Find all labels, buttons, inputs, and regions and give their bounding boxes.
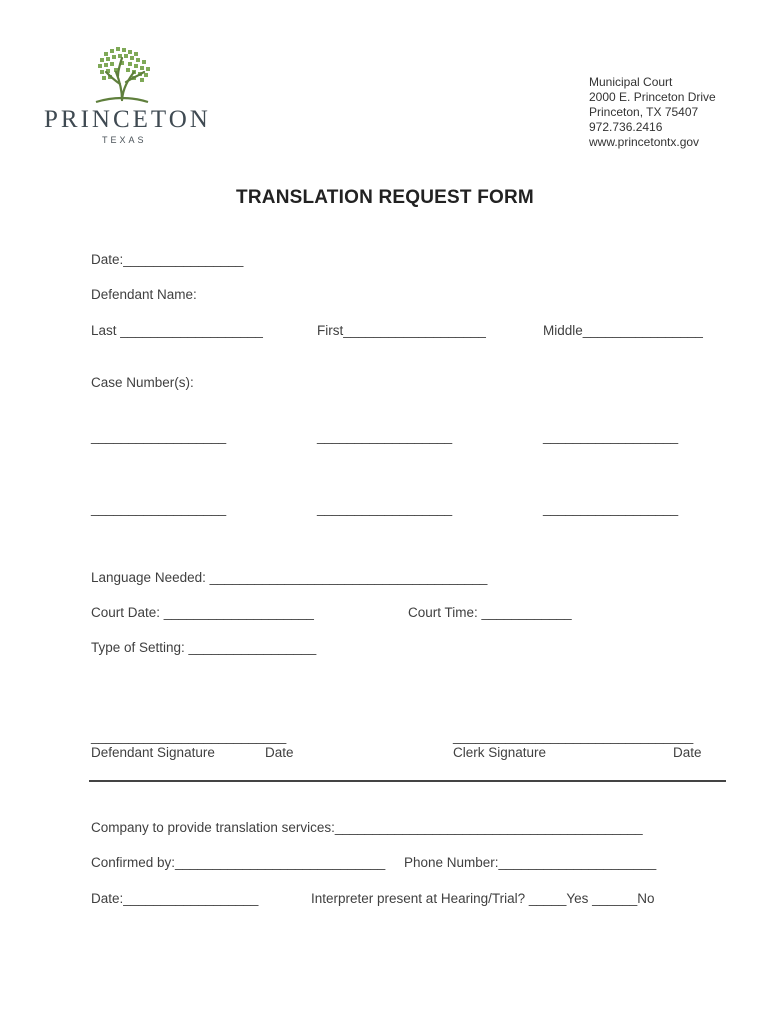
- last-name-field[interactable]: Last ___________________: [91, 323, 263, 338]
- defendant-signature-label: Defendant Signature: [91, 745, 215, 760]
- form-title: TRANSLATION REQUEST FORM: [236, 187, 534, 208]
- date-field[interactable]: Date:________________: [91, 252, 244, 267]
- interpreter-present-field[interactable]: Interpreter present at Hearing/Trial? _____Yes ______No: [311, 891, 655, 906]
- language-needed-field[interactable]: Language Needed: _____________________________________: [91, 570, 488, 585]
- case-numbers-label: Case Number(s):: [91, 375, 194, 390]
- case-number-field-2[interactable]: __________________: [317, 429, 453, 444]
- court-city: Princeton, TX 75407: [589, 105, 699, 119]
- case-number-field-3[interactable]: __________________: [543, 429, 679, 444]
- court-date-field[interactable]: Court Date: ____________________: [91, 605, 314, 620]
- defendant-signature-line[interactable]: __________________________: [91, 729, 287, 744]
- case-number-field-1[interactable]: __________________: [91, 429, 227, 444]
- logo-subtitle: TEXAS: [102, 135, 147, 145]
- defendant-signature-date-label: Date: [265, 745, 294, 760]
- court-name: Municipal Court: [589, 75, 673, 89]
- case-number-field-5[interactable]: __________________: [317, 501, 453, 516]
- type-of-setting-field[interactable]: Type of Setting: _________________: [91, 640, 317, 655]
- clerk-signature-date-label: Date: [673, 745, 702, 760]
- clerk-signature-line[interactable]: ________________________________: [453, 729, 694, 744]
- confirmed-by-field[interactable]: Confirmed by:____________________________: [91, 855, 386, 870]
- case-number-field-6[interactable]: __________________: [543, 501, 679, 516]
- translation-company-field[interactable]: Company to provide translation services:_________________________________________: [91, 820, 643, 835]
- court-address-block: [589, 75, 716, 150]
- court-time-field[interactable]: Court Time: ____________: [408, 605, 572, 620]
- middle-name-field[interactable]: Middle________________: [543, 323, 703, 338]
- bottom-date-field[interactable]: Date:__________________: [91, 891, 259, 906]
- case-number-field-4[interactable]: __________________: [91, 501, 227, 516]
- court-phone: 972.736.2416: [589, 120, 663, 134]
- clerk-signature-label: Clerk Signature: [453, 745, 547, 760]
- defendant-name-label: Defendant Name:: [91, 287, 197, 302]
- section-divider: [89, 780, 726, 782]
- court-website: www.princetontx.gov: [589, 135, 700, 149]
- court-street: 2000 E. Princeton Drive: [589, 90, 716, 104]
- logo-wordmark: PRINCETON: [44, 106, 211, 133]
- phone-number-field[interactable]: Phone Number:_____________________: [404, 855, 657, 870]
- first-name-field[interactable]: First___________________: [317, 323, 486, 338]
